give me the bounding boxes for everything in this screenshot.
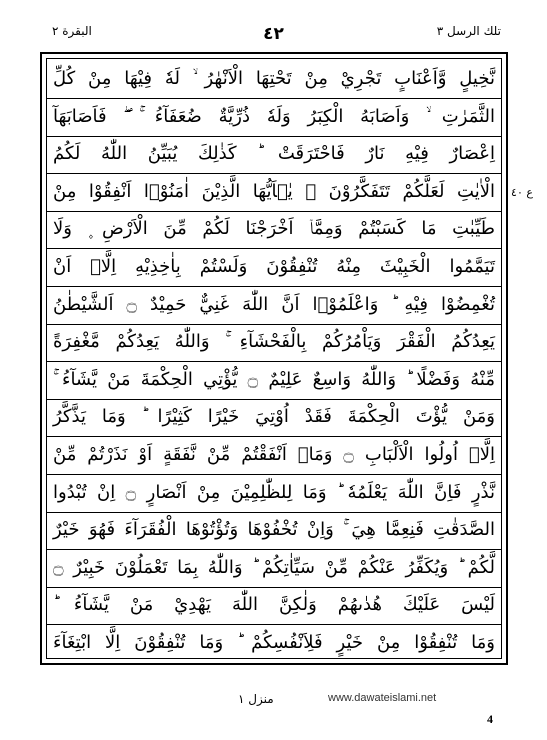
juz-title: تلك الرسل ٣	[436, 24, 501, 38]
verse-line: الصَّدَقٰتِ فَنِعِمَّا هِيَ ۚ وَاِنْ تُخْفُوْهَا وَتُؤْتُوْهَا الْفُقَرَآءَ فَهُوَ خَيْرٌ	[47, 510, 501, 550]
verse-line: الثَّمَرٰتِ ۙ وَاَصَابَهُ الْكِبَرُ وَلَهٗ ذُرِّيَّةٌ ضُعَفَآءُ ۚ ۖ فَاَصَابَهَآ	[47, 97, 501, 137]
text-frame	[46, 58, 502, 659]
page-number: 4	[487, 712, 493, 726]
verse-line: وَمَا تُنْفِقُوْا مِنْ خَيْرٍ فَلِاَنْفُسِكُمْ ؕ وَمَا تُنْفِقُوْنَ اِلَّا ابْتِغَآءَ	[53, 632, 495, 653]
verse-line: يَعِدُكُمُ الْفَقْرَ وَيَاْمُرُكُمْ بِالْفَحْشَآءِ ۚ وَاللّٰهُ يَعِدُكُمْ مَّغْفِرَةً	[47, 322, 501, 362]
verse-line: طَيِّبٰتِ مَا كَسَبْتُمْ وَمِمَّاۤ اَخْرَجْنَا لَكُمْ مِّنَ الْاَرْضِ ۪ وَلَا	[47, 209, 501, 249]
verse-line: تَيَمَّمُوا الْخَبِيْثَ مِنْهُ تُنْفِقُوْنَ وَلَسْتُمْ بِاٰخِذِيْهِ اِلَّاۤ اَنْ	[47, 247, 501, 287]
quran-page-number: ٤٢	[263, 24, 284, 44]
manzil-label: منزل ١	[238, 692, 274, 706]
ruku-margin-mark: ع ٤٠	[511, 186, 533, 199]
page-frame	[40, 52, 508, 665]
verse-line: نَّخِيلٍ وَّاَعْنَابٍ تَجْرِيْ مِنْ تَحْتِهَا الْاَنْهٰرُ ۙ لَهٗ فِيْهَا مِنْ كُلِّ	[47, 59, 501, 99]
verse-line: وَمَنْ يُّؤْتَ الْحِكْمَةَ فَقَدْ اُوْتِيَ خَيْرًا كَثِيْرًا ؕ وَمَا يَذَّكَّرُ	[47, 397, 501, 437]
verse-lines	[47, 59, 501, 658]
verse-line: اِلَّاۤ اُولُوا الْاَلْبَابِ ۝ وَمَاۤ اَنْفَقْتُمْ مِّنْ نَّفَقَةٍ اَوْ نَذَرْتُمْ مِّنْ	[47, 435, 501, 475]
verse-line: تُغْمِضُوْا فِيْهِ ؕ وَاعْلَمُوْۤا اَنَّ اللّٰهَ غَنِيٌّ حَمِيْدٌ ۝ اَلشَّيْطٰنُ	[47, 285, 501, 325]
surah-title: البقرة ٢	[52, 24, 92, 38]
verse-line: الْاٰيٰتِ لَعَلَّكُمْ تَتَفَكَّرُوْنَ ۞ يٰۤاَيُّهَا الَّذِيْنَ اٰمَنُوْۤا اَنْفِقُوْا مِنْ	[47, 172, 501, 212]
verse-line: اِعْصَارٌ فِيْهِ نَارٌ فَاحْتَرَقَتْ ؕ كَذٰلِكَ يُبَيِّنُ اللّٰهُ لَكُمُ	[47, 134, 501, 174]
website-link[interactable]: www.dawateislami.net	[328, 692, 437, 704]
verse-line: نَّذْرٍ فَاِنَّ اللّٰهَ يَعْلَمُهٗ ؕ وَمَا لِلظّٰلِمِيْنَ مِنْ اَنْصَارٍ ۝ اِنْ تُبْدُوا	[47, 473, 501, 513]
verse-line: مِّنْهُ وَفَضْلًا ؕ وَاللّٰهُ وَاسِعٌ عَلِيْمٌ ۝ يُّؤْتِي الْحِكْمَةَ مَنْ يَّشَآءُ ۚ	[47, 360, 501, 400]
verse-line: لَّكُمْ ؕ وَيُكَفِّرُ عَنْكُمْ مِّنْ سَيِّاٰتِكُمْ ؕ وَاللّٰهُ بِمَا تَعْمَلُوْنَ خَبِيْرٌ ۝	[47, 548, 501, 588]
verse-line: لَيْسَ عَلَيْكَ هُدٰىهُمْ وَلٰكِنَّ اللّٰهَ يَهْدِيْ مَنْ يَّشَآءُ ؕ	[47, 585, 501, 625]
